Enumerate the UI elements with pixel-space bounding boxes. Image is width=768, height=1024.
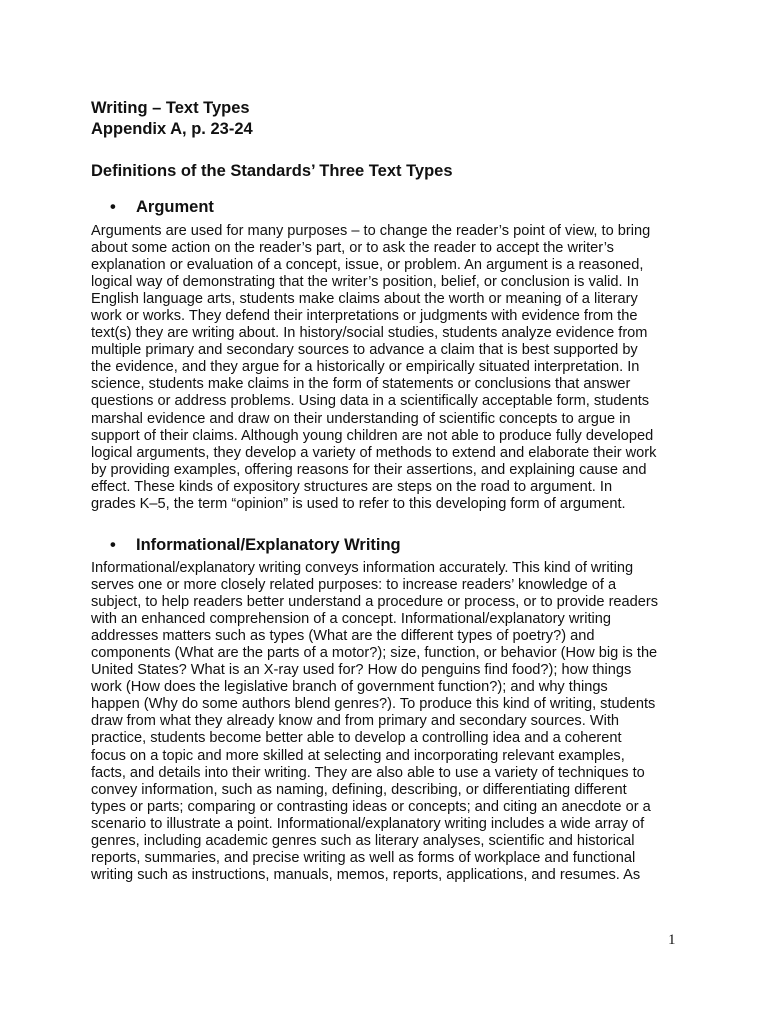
paragraph-line: practice, students become better able to develop a controlling idea and a coherent — [91, 730, 622, 747]
paragraph-line: writing such as instructions, manuals, memos, reports, applications, and resumes. As — [91, 866, 641, 883]
paragraph-line: Arguments are used for many purposes – to change the reader’s point of view, to bring — [91, 223, 651, 239]
document-title: Writing – Text Types — [91, 99, 250, 117]
paragraph-line: the evidence, and they argue for a historically or empirically situated interpretation. In — [91, 359, 640, 376]
paragraph-line: questions or address problems. Using data in a scientifically acceptable form, students — [91, 393, 650, 410]
paragraph-line: serves one or more closely related purposes: to increase readers’ knowledge of a — [91, 577, 617, 594]
paragraph-line: happen (Why do some authors blend genres?). To produce this kind of writing, students — [91, 696, 656, 713]
paragraph-line: science, students make claims in the form of statements or conclusions that answer — [91, 376, 631, 393]
paragraph-line: with an enhanced comprehension of a concept. Informational/explanatory writing — [91, 611, 612, 628]
paragraph-line: explanation or evaluation of a concept, issue, or problem. An argument is a reasoned, — [91, 257, 644, 274]
paragraph-line: United States? What is an X-ray used for? How do penguins find food?); how things — [91, 662, 632, 679]
paragraph-line: types or parts; comparing or contrasting ideas or concepts; and citing an anecdote or a — [91, 798, 651, 815]
paragraph-line: marshal evidence and draw on their understanding of scientific concepts to argue in — [91, 410, 631, 427]
argument-title: Argument — [136, 198, 214, 216]
paragraph-line: grades K–5, the term “opinion” is used to refer to this developing form of argument. — [91, 495, 626, 512]
paragraph-line: facts, and details into their writing. They are also able to use a variety of techniques to — [91, 764, 645, 781]
paragraph-line: English language arts, students make claims about the worth or meaning of a literary — [91, 291, 638, 308]
argument-paragraph — [91, 223, 691, 513]
argument-section-title — [110, 197, 214, 217]
paragraph-line: work or works. They defend their interpretations or judgments with evidence from the — [91, 308, 638, 325]
paragraph-line: subject, to help readers better understand a procedure or process, or to provide readers — [91, 594, 659, 611]
paragraph-line: convey information, such as naming, defining, describing, or differentiating different — [91, 781, 627, 798]
informational-title: Informational/Explanatory Writing — [136, 536, 401, 554]
paragraph-line: text(s) they are writing about. In history/social studies, students analyze evidence from — [91, 325, 648, 342]
paragraph-line: about some action on the reader’s part, or to ask the reader to accept the writer’s — [91, 240, 614, 257]
paragraph-line: genres, including academic genres such as literary analyses, scientific and historical — [91, 832, 635, 849]
paragraph-line: support of their claims. Although young children are not able to produce fully developed — [91, 427, 654, 444]
paragraph-line: Informational/explanatory writing conveys information accurately. This kind of writing — [91, 560, 634, 576]
paragraph-line: logical arguments, they develop a variety of methods to extend and elaborate their work — [91, 444, 657, 461]
paragraph-line: draw from what they already know and from primary and secondary sources. With — [91, 713, 620, 730]
paragraph-line: logical way of demonstrating that the writer’s position, belief, or conclusion is valid. In — [91, 274, 639, 291]
paragraph-line: effect. These kinds of expository structures are steps on the road to argument. In — [91, 478, 613, 495]
paragraph-line: by providing examples, offering reasons for their assertions, and explaining cause and — [91, 461, 647, 478]
paragraph-line: work (How does the legislative branch of government function?); and why things — [91, 679, 608, 696]
paragraph-line: multiple primary and secondary sources to advance a claim that is best supported by — [91, 342, 638, 359]
section-heading: Definitions of the Standards’ Three Text Types — [91, 162, 453, 180]
informational-section-title — [110, 535, 401, 555]
bullet-icon: • — [110, 536, 116, 554]
page-number: 1 — [668, 932, 676, 948]
paragraph-line: reports, summaries, and precise writing as well as forms of workplace and functional — [91, 849, 636, 866]
bullet-icon: • — [110, 198, 116, 216]
document-subtitle: Appendix A, p. 23-24 — [91, 120, 253, 138]
paragraph-line: focus on a topic and more skilled at selecting and incorporating relevant examples, — [91, 747, 625, 764]
paragraph-line: addresses matters such as types (What are the different types of poetry?) and — [91, 628, 595, 645]
paragraph-line: components (What are the parts of a motor?); size, function, or behavior (How big is the — [91, 645, 658, 662]
informational-paragraph — [91, 560, 691, 884]
paragraph-line: scenario to illustrate a point. Informational/explanatory writing includes a wide array of — [91, 815, 645, 832]
